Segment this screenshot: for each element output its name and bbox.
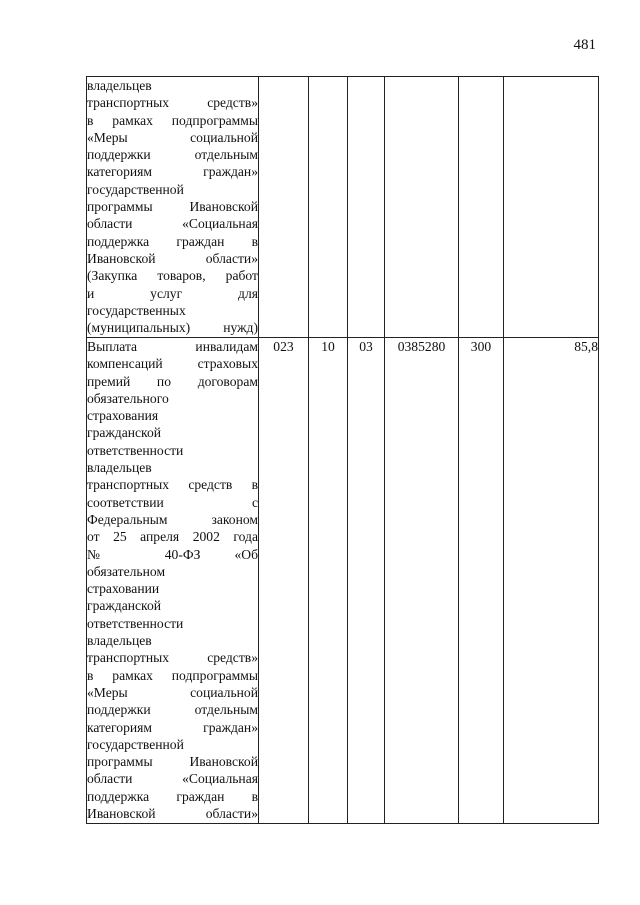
description-line: государственной bbox=[87, 181, 184, 197]
target-article-code bbox=[385, 77, 459, 338]
expense-description bbox=[87, 338, 259, 824]
description-line: Ивановской области» bbox=[87, 806, 258, 822]
expense-description bbox=[87, 77, 259, 338]
description-line: области «Социальная bbox=[87, 771, 258, 787]
description-line: транспортных средств» bbox=[87, 650, 258, 666]
description-line: транспортных средств» bbox=[87, 95, 258, 111]
description-line: (Закупка товаров, работ bbox=[87, 268, 258, 284]
description-line: владельцев bbox=[87, 78, 152, 93]
description-line: обязательном bbox=[87, 563, 166, 579]
description-line: «Меры социальной bbox=[87, 684, 258, 700]
target-article-code: 0385280 bbox=[385, 338, 459, 824]
amount-value bbox=[504, 77, 599, 338]
description-line: категориям граждан» bbox=[87, 719, 258, 735]
description-line: категориям граждан» bbox=[87, 164, 258, 180]
description-line: поддержка граждан в bbox=[87, 233, 258, 249]
description-line: гражданской bbox=[87, 425, 162, 441]
expense-type-code: 300 bbox=[459, 338, 504, 824]
description-line: государственных bbox=[87, 302, 186, 318]
description-line: программы Ивановской bbox=[87, 754, 258, 770]
budget-table bbox=[86, 76, 599, 824]
description-line: № 40-ФЗ «Об bbox=[87, 546, 258, 562]
description-line: компенсаций страховых bbox=[87, 356, 258, 372]
page-number: 481 bbox=[573, 37, 596, 53]
description-line: ответственности bbox=[87, 615, 184, 631]
description-line: области «Социальная bbox=[87, 216, 258, 232]
description-line: (муниципальных) нужд) bbox=[87, 320, 258, 336]
description-line: программы Ивановской bbox=[87, 199, 258, 215]
description-line: в рамках подпрограммы bbox=[87, 667, 258, 683]
description-line: страховании bbox=[87, 581, 160, 597]
description-line: гражданской bbox=[87, 598, 162, 614]
section-code: 10 bbox=[309, 338, 348, 824]
table-row bbox=[87, 77, 599, 338]
description-line: «Меры социальной bbox=[87, 129, 258, 145]
description-line: от 25 апреля 2002 года bbox=[87, 529, 258, 545]
description-line: поддержки отдельным bbox=[87, 147, 258, 163]
description-line: страхования bbox=[87, 408, 159, 424]
section-code bbox=[309, 77, 348, 338]
description-line: государственной bbox=[87, 736, 184, 752]
description-line: владельцев bbox=[87, 460, 152, 476]
subsection-code: 03 bbox=[348, 338, 385, 824]
expense-type-code bbox=[459, 77, 504, 338]
description-line: Ивановской области» bbox=[87, 250, 258, 266]
subsection-code bbox=[348, 77, 385, 338]
ministry-code bbox=[259, 77, 309, 338]
description-line: владельцев bbox=[87, 633, 152, 649]
description-line: Выплата инвалидам bbox=[87, 339, 258, 354]
table-row bbox=[87, 338, 599, 824]
description-line: и услуг для bbox=[87, 285, 258, 301]
description-line: обязательного bbox=[87, 390, 169, 406]
description-line: транспортных средств в bbox=[87, 477, 258, 493]
description-line: поддержки отдельным bbox=[87, 702, 258, 718]
description-line: в рамках подпрограммы bbox=[87, 112, 258, 128]
description-line: премий по договорам bbox=[87, 373, 258, 389]
description-line: поддержка граждан в bbox=[87, 788, 258, 804]
ministry-code: 023 bbox=[259, 338, 309, 824]
amount-value: 85,8 bbox=[504, 338, 599, 824]
description-line: соответствии с bbox=[87, 494, 258, 510]
description-line: Федеральным законом bbox=[87, 511, 258, 527]
description-line: ответственности bbox=[87, 442, 184, 458]
